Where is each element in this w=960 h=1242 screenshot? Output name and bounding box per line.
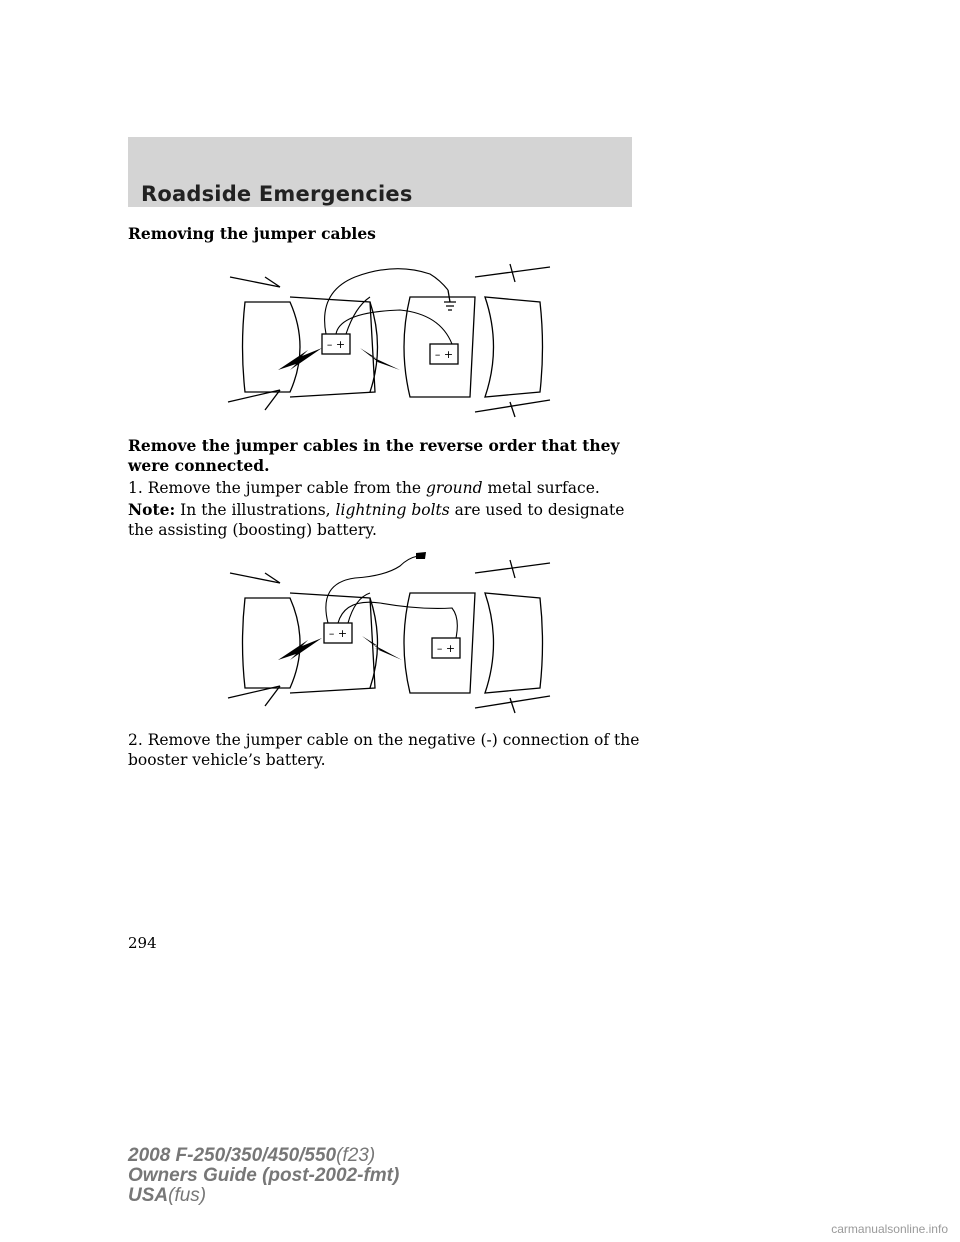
left-battery-terminals: – + bbox=[326, 338, 346, 351]
footer-model-code: (f23) bbox=[336, 1145, 376, 1166]
section-header-band bbox=[128, 137, 632, 207]
lightning-bolt-right bbox=[360, 348, 400, 370]
right-battery bbox=[430, 344, 458, 364]
footer-line-1 bbox=[128, 1146, 399, 1166]
disconnected-clamp bbox=[416, 552, 426, 559]
ground-clamp bbox=[444, 290, 456, 310]
left-battery bbox=[322, 334, 350, 354]
intro-instruction: Remove the jumper cables in the reverse order that they were connected. bbox=[128, 436, 620, 475]
document-footer bbox=[128, 1146, 399, 1206]
right-battery-terminals: – + bbox=[434, 348, 454, 361]
left-vehicle-2 bbox=[228, 573, 378, 706]
subheading: Removing the jumper cables bbox=[128, 224, 376, 243]
section-title: Roadside Emergencies bbox=[141, 182, 413, 206]
right-battery-2-terminals: – + bbox=[436, 642, 456, 655]
left-vehicle bbox=[228, 277, 378, 410]
step-1 bbox=[128, 478, 648, 498]
right-vehicle bbox=[404, 264, 550, 417]
footer-model: 2008 F-250/350/450/550 bbox=[128, 1145, 337, 1166]
footer-line-2: Owners Guide (post-2002-fmt) bbox=[128, 1165, 400, 1186]
footer-line-3 bbox=[128, 1186, 399, 1206]
note-text-1: In the illustrations, bbox=[175, 501, 336, 519]
jumper-cables bbox=[325, 269, 452, 344]
footer-market: USA bbox=[128, 1185, 169, 1206]
jumper-cable-diagram-2 bbox=[220, 548, 560, 718]
note bbox=[128, 500, 648, 540]
page-number: 294 bbox=[128, 934, 157, 952]
right-vehicle-2 bbox=[404, 560, 550, 713]
step-2: 2. Remove the jumper cable on the negative (-) connection of the booster vehicle’s battery. bbox=[128, 731, 640, 769]
step-1-suffix: metal surface. bbox=[482, 479, 600, 497]
step-1-prefix: 1. Remove the jumper cable from the bbox=[128, 479, 426, 497]
right-battery-2 bbox=[432, 638, 460, 658]
watermark: carmanualsonline.info bbox=[831, 1222, 948, 1236]
left-battery-2 bbox=[324, 623, 352, 643]
note-emphasis: lightning bolts bbox=[335, 501, 450, 519]
lightning-bolt-right-2 bbox=[362, 636, 402, 660]
jumper-cable-diagram-1 bbox=[220, 252, 560, 422]
left-battery-2-terminals: – + bbox=[328, 627, 348, 640]
step-1-emphasis: ground bbox=[426, 479, 483, 497]
note-text-2: are used to designate the assisting (boosting) battery. bbox=[128, 501, 625, 539]
note-label: Note: bbox=[128, 500, 176, 519]
footer-market-code: (fus) bbox=[168, 1185, 207, 1206]
